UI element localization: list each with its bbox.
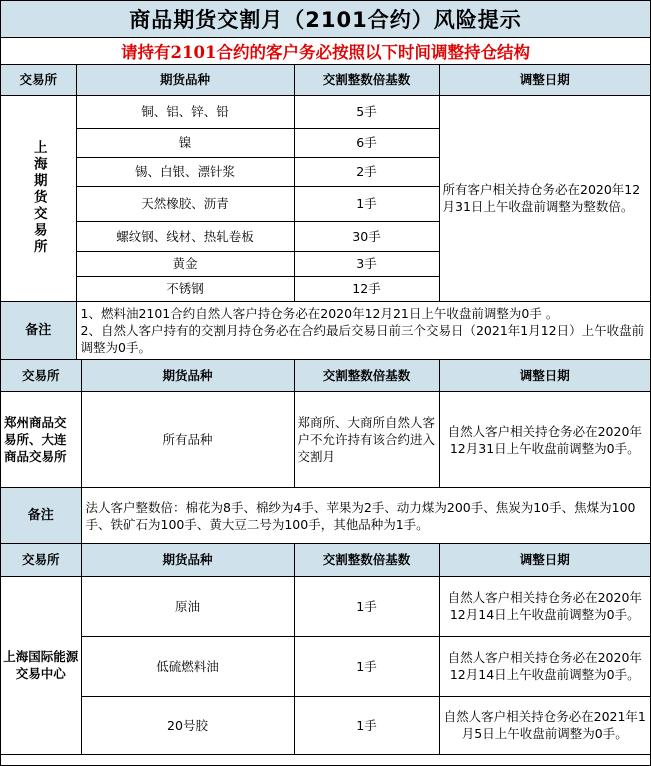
date-cell: 自然人客户相关持仓务必在2020年12月31日上午收盘前调整为0手。 bbox=[439, 392, 650, 488]
header-base: 交割整数倍基数 bbox=[294, 544, 439, 576]
base-cell: 1手 bbox=[294, 186, 439, 221]
note-label: 备注 bbox=[1, 301, 76, 359]
base-cell: 1手 bbox=[294, 636, 439, 696]
table-row bbox=[1, 636, 650, 696]
date-cell: 所有客户相关持仓务必在2020年12月31日上午收盘前调整为整数倍。 bbox=[439, 95, 650, 301]
czce-dce-table bbox=[1, 360, 650, 545]
note-line: 2、自然人客户持有的交割月持仓务必在合约最后交易日前三个交易日（2021年1月12日）上午收盘前调整为0手。 bbox=[80, 322, 645, 355]
table-row bbox=[1, 95, 650, 128]
header-exchange: 交易所 bbox=[1, 360, 81, 392]
exchange-cell bbox=[1, 95, 76, 301]
base-cell: 5手 bbox=[294, 95, 439, 128]
table-header-row bbox=[1, 544, 650, 576]
date-cell: 自然人客户相关持仓务必在2021年1月5日上午收盘前调整为0手。 bbox=[439, 696, 650, 754]
header-date: 调整日期 bbox=[439, 65, 650, 95]
product-cell: 原油 bbox=[81, 576, 294, 636]
product-cell: 铜、铝、锌、铅 bbox=[76, 95, 294, 128]
exchange-name: 上海国际能源交易中心 bbox=[1, 576, 81, 754]
product-cell: 黄金 bbox=[76, 251, 294, 276]
product-cell: 20号胶 bbox=[81, 696, 294, 754]
note-line: 1、燃料油2101合约自然人客户持仓务必在2020年12月21日上午收盘前调整为0手 。 bbox=[80, 305, 559, 321]
page-title: 商品期货交割月（2101合约）风险提示 bbox=[1, 1, 650, 38]
header-date: 调整日期 bbox=[439, 544, 650, 576]
base-cell: 3手 bbox=[294, 251, 439, 276]
product-cell: 镍 bbox=[76, 128, 294, 157]
header-exchange: 交易所 bbox=[1, 544, 81, 576]
ine-table bbox=[1, 544, 650, 755]
note-text bbox=[76, 301, 650, 359]
product-cell: 锡、白银、漂针浆 bbox=[76, 157, 294, 186]
header-date: 调整日期 bbox=[439, 360, 650, 392]
note-row bbox=[1, 488, 650, 544]
note-label: 备注 bbox=[1, 488, 81, 544]
product-cell: 所有品种 bbox=[81, 392, 294, 488]
table-header-row bbox=[1, 65, 650, 95]
table-header-row bbox=[1, 360, 650, 392]
note-row bbox=[1, 301, 650, 359]
shfe-table bbox=[1, 65, 650, 360]
date-cell: 自然人客户相关持仓务必在2020年12月14日上午收盘前调整为0手。 bbox=[439, 636, 650, 696]
base-cell: 郑商所、大商所自然人客户不允许持有该合约进入交割月 bbox=[294, 392, 439, 488]
header-product: 期货品种 bbox=[81, 360, 294, 392]
base-cell: 6手 bbox=[294, 128, 439, 157]
note-text: 法人客户整数倍：棉花为8手、棉纱为4手、苹果为2手、动力煤为200手、焦炭为10手、焦煤为100手、铁矿石为100手、黄大豆二号为100手，其他品种为1手。 bbox=[81, 488, 650, 544]
exchange-name: 郑州商品交易所、大连商品交易所 bbox=[1, 392, 81, 488]
table-row bbox=[1, 576, 650, 636]
base-cell: 30手 bbox=[294, 221, 439, 251]
base-cell: 2手 bbox=[294, 157, 439, 186]
product-cell: 不锈钢 bbox=[76, 276, 294, 301]
page-subtitle: 请持有2101合约的客户务必按照以下时间调整持仓结构 bbox=[1, 38, 650, 65]
table-row bbox=[1, 392, 650, 488]
table-row bbox=[1, 696, 650, 754]
header-base: 交割整数倍基数 bbox=[294, 65, 439, 95]
date-cell: 自然人客户相关持仓务必在2020年12月14日上午收盘前调整为0手。 bbox=[439, 576, 650, 636]
exchange-name: 上海期货交易所 bbox=[30, 140, 47, 256]
header-exchange: 交易所 bbox=[1, 65, 76, 95]
base-cell: 1手 bbox=[294, 696, 439, 754]
product-cell: 螺纹钢、线材、热轧卷板 bbox=[76, 221, 294, 251]
header-product: 期货品种 bbox=[81, 544, 294, 576]
base-cell: 12手 bbox=[294, 276, 439, 301]
base-cell: 1手 bbox=[294, 576, 439, 636]
header-product: 期货品种 bbox=[76, 65, 294, 95]
product-cell: 天然橡胶、沥青 bbox=[76, 186, 294, 221]
header-base: 交割整数倍基数 bbox=[294, 360, 439, 392]
product-cell: 低硫燃料油 bbox=[81, 636, 294, 696]
